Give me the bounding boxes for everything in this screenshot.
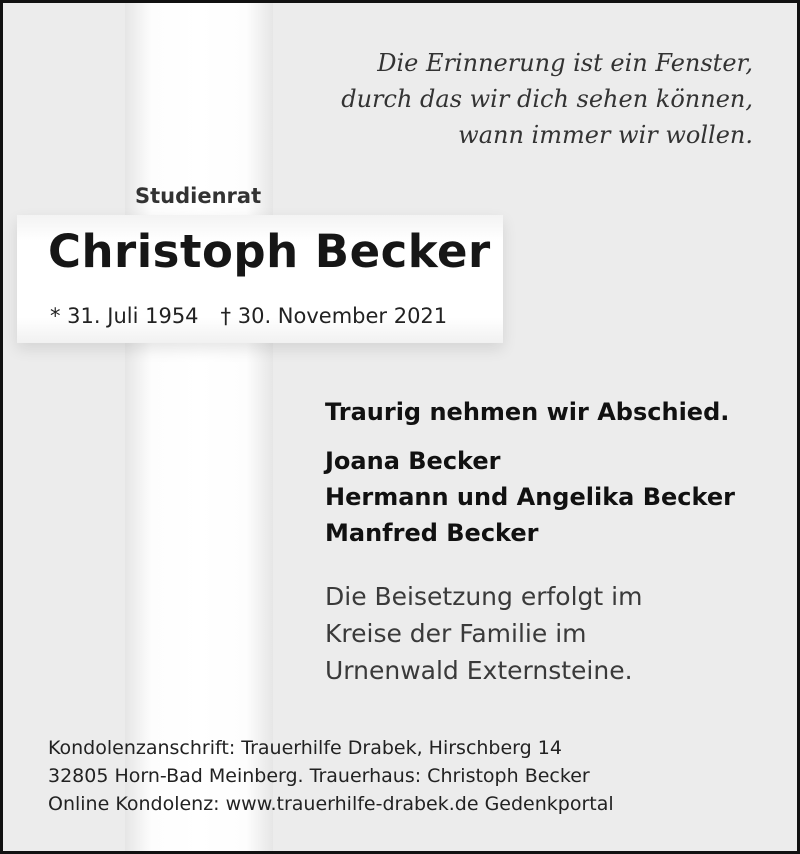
deceased-name: Christoph Becker <box>48 225 491 278</box>
quote-line: wann immer wir wollen. <box>458 121 753 149</box>
memorial-quote <box>341 45 753 153</box>
farewell-text: Traurig nehmen wir Abschied. <box>325 398 730 426</box>
burial-line: Urnenwald Externsteine. <box>325 656 633 685</box>
quote-line: durch das wir dich sehen können, <box>341 85 753 113</box>
death-date: † 30. November 2021 <box>220 304 448 328</box>
cross-vertical-beam <box>125 3 273 854</box>
condolence-city: 32805 Horn-Bad Meinberg. Trauerhaus: Christoph Becker <box>48 765 590 787</box>
mourner-name: Manfred Becker <box>325 519 539 547</box>
mourners-list <box>325 443 735 551</box>
burial-line: Kreise der Familie im <box>325 619 587 648</box>
birth-date: * 31. Juli 1954 <box>50 304 199 328</box>
condolence-address: Kondolenzanschrift: Trauerhilfe Drabek, Hirschberg 14 <box>48 737 562 759</box>
mourner-name: Joana Becker <box>325 447 501 475</box>
life-dates <box>50 304 447 328</box>
burial-line: Die Beisetzung erfolgt im <box>325 582 643 611</box>
deceased-title: Studienrat <box>135 184 262 208</box>
online-condolence: Online Kondolenz: www.trauerhilfe-drabek.de Gedenkportal <box>48 793 614 815</box>
burial-notice <box>325 578 642 689</box>
condolence-info <box>48 734 614 818</box>
mourner-name: Hermann und Angelika Becker <box>325 483 735 511</box>
quote-line: Die Erinnerung ist ein Fenster, <box>377 49 753 77</box>
